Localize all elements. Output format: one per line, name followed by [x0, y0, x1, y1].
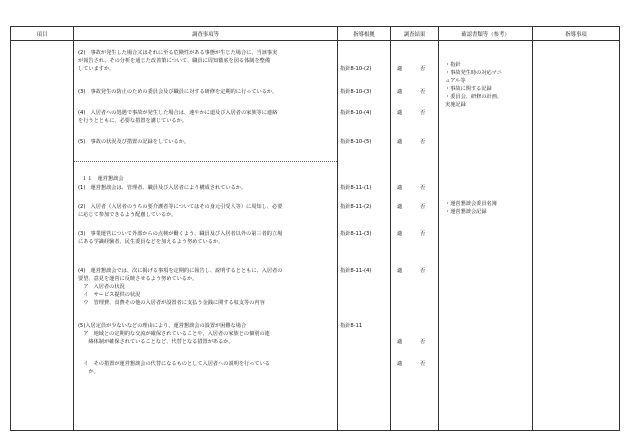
- result-column: [391, 41, 439, 431]
- matter-line: していますか。: [78, 66, 115, 72]
- result-no: 否: [420, 268, 426, 274]
- result-no: 否: [420, 361, 426, 367]
- header-guidance-basis: 指導根拠: [338, 27, 391, 41]
- result-no: 否: [420, 66, 426, 72]
- header-reference-documents: 確認書類等（参考）: [439, 27, 533, 41]
- document-ref: ・運営懇談会記録: [445, 209, 487, 215]
- matter-line: を行うとともに、必要な措置を講じているか。: [78, 118, 187, 124]
- matter-line: (1) 運営懇談会は、管理者、職員及び入居者により構成されているか。: [78, 185, 247, 191]
- matter-line: ウ 管理費、食費その他の入居者が設置者に支払う金銭に関する収支等の内容: [78, 300, 265, 306]
- result-yes: 適: [397, 231, 403, 237]
- matter-line: 要望、意見を運営に反映させるよう努めているか。: [78, 276, 198, 282]
- matter-line: イ サービス提供の状況: [78, 292, 141, 298]
- matter-line: か。: [78, 369, 99, 375]
- basis-label: 指針8-11-(4): [340, 268, 372, 274]
- matter-line: が報告され、その分析を通じた改善策について、職員に周知徹底を図る体制を整備: [78, 58, 271, 64]
- result-no: 否: [420, 89, 426, 95]
- matters-column: [74, 41, 338, 431]
- matter-line: ア 地域との定期的な交流が確保されていることや、入居者の家族との個別の連: [78, 331, 270, 337]
- result-no: 否: [420, 110, 426, 116]
- basis-label: 指針8-11-(2): [340, 204, 372, 210]
- result-yes: 適: [397, 268, 403, 274]
- document-ref: ・運営懇談会委員名簿: [445, 201, 497, 207]
- basis-label: 指針8-11-(3): [340, 231, 372, 237]
- matter-line: (2) 事故が発生した場合又はそれに至る危険性がある事態が生じた場合に、当該事実: [78, 50, 278, 56]
- header-inspection-result: 調査結果: [391, 27, 439, 41]
- document-ref: ・指針: [445, 62, 461, 68]
- matter-line: (4) 運営懇談会では、次に掲げる事項を定期的に報告し、説明するとともに、入居者の: [78, 268, 283, 274]
- result-yes: 適: [397, 361, 403, 367]
- matter-line: (2) 入居者（入居者のうちの要介護者等についてはその身元引受人等）に周知し、必要: [78, 204, 283, 210]
- matter-line: イ その措置が運営懇談会の代替になるものとして入居者への説明を行っている: [78, 361, 270, 367]
- header-guidance-items: 指導事項: [533, 27, 620, 41]
- result-no: 否: [420, 185, 426, 191]
- header-inspection-matters: 調査事項等: [74, 27, 338, 41]
- result-yes: 適: [397, 66, 403, 72]
- document-ref: ・委員会、研修の計画、: [445, 94, 503, 100]
- guidance-column: [533, 41, 620, 431]
- matter-line: (3) 事故発生の防止のための委員会及び職員に対する研修を定期的に行っているか。: [78, 89, 278, 95]
- result-yes: 適: [397, 204, 403, 210]
- result-no: 否: [420, 339, 426, 345]
- basis-label: 指針8-10-(2): [340, 66, 372, 72]
- result-no: 否: [420, 139, 426, 145]
- basis-label: 指針8-10-(5): [340, 139, 372, 145]
- result-yes: 適: [397, 339, 403, 345]
- body-row: [11, 41, 620, 431]
- basis-label: 指針8-11-(1): [340, 185, 372, 191]
- matter-line: (5)入居定員が少ないなどの理由により、運営懇談会の設置が困難な場合: [78, 323, 247, 329]
- result-no: 否: [420, 231, 426, 237]
- basis-label: 指針8-10-(3): [340, 89, 372, 95]
- section-divider: [74, 161, 337, 162]
- document-ref: ・事故に関する記録: [445, 86, 492, 92]
- matter-line: (4) 入居者への処遇で事故が発生した場合は、速やかに道及び入居者の家族等に連絡: [78, 110, 278, 116]
- matter-line: (5) 事故の状況及び措置の記録をしているか。: [78, 139, 190, 145]
- basis-column: [338, 41, 391, 431]
- inspection-table: [10, 26, 620, 431]
- result-yes: 適: [397, 139, 403, 145]
- document-ref: ・事故発生時の対応マニ: [445, 70, 503, 76]
- matter-line: (3) 事業運営について外部からの点検が働くよう、職員及び入居者以外の第三者的立場: [78, 231, 283, 237]
- result-yes: 適: [397, 185, 403, 191]
- matter-line: に応じて参加できるよう配慮しているか。: [78, 212, 177, 218]
- basis-label: 指針8-11: [340, 323, 363, 329]
- header-item: 項目: [11, 27, 74, 41]
- matter-line: にある学識経験者、民生委員などを加えるよう努めているか。: [78, 239, 224, 245]
- result-no: 否: [420, 204, 426, 210]
- basis-label: 指針8-10-(4): [340, 110, 372, 116]
- matter-line: 絡体制が確保されていることなど、代替となる措置があるか。: [78, 339, 234, 345]
- section-heading: １１ 運営懇談会: [82, 176, 124, 182]
- result-yes: 適: [397, 110, 403, 116]
- document-ref: ュアル等: [445, 78, 466, 84]
- document-ref: 実施記録: [445, 102, 466, 108]
- header-row: [11, 27, 620, 41]
- matter-line: ア 入居者の状況: [78, 284, 125, 290]
- documents-column: [439, 41, 533, 431]
- result-yes: 適: [397, 89, 403, 95]
- item-column: [11, 41, 74, 431]
